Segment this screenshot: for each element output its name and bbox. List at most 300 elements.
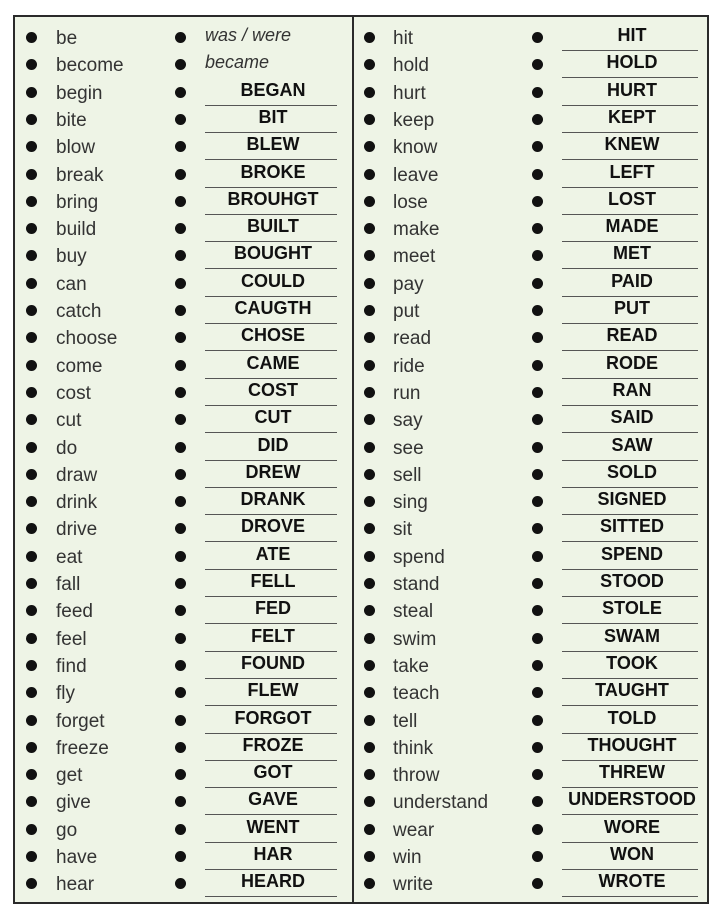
past-tense-answer: FLEW [247, 680, 299, 701]
verb-row [354, 352, 709, 381]
bullet-icon [26, 742, 37, 753]
answer-line [205, 514, 337, 515]
past-tense-answer: THOUGHT [587, 734, 677, 755]
past-tense-answer: CAME [246, 352, 300, 373]
base-verb: swim [393, 628, 437, 650]
bullet-icon [364, 32, 375, 43]
bullet-icon [532, 414, 543, 425]
past-tense-answer: FROZE [242, 734, 304, 755]
past-tense-example: was / were [205, 25, 292, 45]
past-tense-answer: HURT [607, 79, 657, 100]
bullet-icon [26, 878, 37, 889]
answer-line [205, 569, 337, 570]
bullet-icon [175, 687, 186, 698]
verb-row [15, 79, 352, 108]
base-verb: freeze [56, 737, 109, 759]
answer-line [205, 596, 337, 597]
answer-line [205, 705, 337, 706]
past-tense-answer: SPEND [600, 543, 663, 564]
verb-row [354, 327, 709, 353]
answer-line [562, 159, 698, 160]
bullet-icon [364, 360, 375, 371]
base-verb: catch [56, 301, 102, 322]
past-tense-answer: BROUHGT [227, 188, 319, 209]
bullet-icon [364, 469, 375, 480]
verb-row [15, 682, 352, 708]
bullet-icon [175, 715, 186, 726]
verb-row [15, 300, 352, 326]
bullet-icon [26, 824, 37, 835]
verb-row [15, 764, 352, 790]
past-tense-answer: WORE [604, 816, 660, 837]
verb-row [15, 245, 352, 271]
verb-row [354, 764, 709, 790]
bullet-icon [364, 523, 375, 534]
bullet-icon [532, 32, 543, 43]
bullet-icon [532, 469, 543, 480]
answer-line [562, 596, 698, 597]
bullet-icon [364, 851, 375, 862]
bullet-icon [26, 551, 37, 562]
base-verb: see [393, 437, 424, 459]
answer-line [562, 323, 698, 324]
bullet-icon [532, 769, 543, 780]
bullet-icon [364, 387, 375, 398]
answer-line [205, 541, 337, 542]
verb-row [354, 188, 709, 217]
bullet-icon [26, 469, 37, 480]
past-tense-answer: HEARD [240, 871, 305, 892]
past-tense-answer: TOOK [606, 652, 658, 673]
verb-row [354, 434, 709, 463]
answer-line [205, 405, 337, 406]
answer-line [562, 569, 698, 570]
base-verb: wear [393, 819, 435, 841]
answer-line [205, 214, 337, 215]
past-tense-answer: BROKE [240, 161, 306, 182]
bullet-icon [26, 223, 37, 234]
bullet-icon [26, 87, 37, 98]
answer-line [562, 378, 698, 379]
base-verb: hit [393, 28, 414, 49]
past-tense-answer: WON [610, 844, 654, 864]
bullet-icon [175, 278, 186, 289]
answer-line [562, 350, 698, 351]
verb-row [15, 188, 352, 217]
base-verb: put [393, 301, 420, 322]
past-tense-answer: KNEW [604, 134, 660, 155]
base-verb: forget [56, 710, 105, 732]
bullet-icon [26, 169, 37, 180]
past-tense-answer: TOLD [607, 707, 657, 728]
verb-row [354, 106, 709, 135]
base-verb: feel [56, 628, 87, 650]
bullet-icon [175, 387, 186, 398]
past-tense-answer: BLEW [246, 134, 300, 155]
verb-row [15, 600, 352, 626]
answer-line [562, 432, 698, 433]
left-verb-column [15, 17, 352, 902]
verb-row [15, 379, 352, 408]
base-verb: fall [56, 574, 81, 595]
past-tense-answer: UNDERSTOOD [568, 789, 696, 810]
verb-row [15, 652, 352, 681]
past-tense-answer: SAW [611, 434, 653, 455]
answer-line [205, 350, 337, 351]
base-verb: draw [56, 464, 98, 486]
verb-row [354, 600, 709, 626]
verb-row [354, 491, 709, 517]
verb-row [15, 270, 352, 299]
bullet-icon [532, 141, 543, 152]
base-verb: can [56, 273, 87, 295]
base-verb: spend [393, 546, 445, 568]
bullet-icon [26, 660, 37, 671]
bullet-icon [175, 578, 186, 589]
verb-row [15, 707, 352, 736]
bullet-icon [175, 305, 186, 316]
answer-line [205, 159, 337, 160]
bullet-icon [364, 878, 375, 889]
past-tense-answer: CUT [254, 407, 292, 428]
past-tense-answer: DID [257, 434, 289, 455]
verb-row [354, 734, 709, 763]
base-verb: tell [393, 710, 418, 732]
bullet-icon [532, 551, 543, 562]
bullet-icon [364, 114, 375, 125]
bullet-icon [175, 32, 186, 43]
answer-line [562, 132, 698, 133]
answer-line [562, 214, 698, 215]
answer-line [205, 678, 337, 679]
bullet-icon [364, 250, 375, 261]
answer-line [562, 623, 698, 624]
past-tense-answer: LEFT [609, 161, 655, 182]
answer-line [562, 678, 698, 679]
base-verb: know [393, 137, 438, 159]
bullet-icon [364, 169, 375, 180]
bullet-icon [364, 605, 375, 616]
bullet-icon [175, 660, 186, 671]
bullet-icon [26, 278, 37, 289]
base-verb: begin [56, 82, 103, 104]
bullet-icon [26, 496, 37, 507]
bullet-icon [175, 87, 186, 98]
answer-line [562, 760, 698, 761]
bullet-icon [364, 223, 375, 234]
base-verb: lose [393, 191, 428, 213]
base-verb: hear [56, 874, 95, 896]
base-verb: be [56, 28, 78, 49]
answer-line [562, 514, 698, 515]
bullet-icon [26, 578, 37, 589]
answer-line [562, 896, 698, 897]
past-tense-answer: HOLD [606, 52, 658, 73]
past-tense-answer: COULD [241, 270, 305, 291]
base-verb: understand [393, 792, 489, 814]
bullet-icon [532, 250, 543, 261]
answer-line [562, 268, 698, 269]
answer-line [205, 623, 337, 624]
bullet-icon [26, 32, 37, 43]
past-tense-answer: BUILT [247, 216, 299, 237]
bullet-icon [26, 305, 37, 316]
bullet-icon [364, 59, 375, 70]
bullet-icon [532, 851, 543, 862]
bullet-icon [26, 414, 37, 425]
past-tense-answer: FOUND [241, 652, 305, 673]
bullet-icon [532, 278, 543, 289]
bullet-icon [26, 523, 37, 534]
bullet-icon [26, 332, 37, 343]
base-verb: get [56, 765, 83, 787]
verb-row [15, 352, 352, 381]
base-verb: break [56, 164, 104, 186]
bullet-icon [532, 523, 543, 534]
answer-line [562, 541, 698, 542]
past-tense-answer: FED [255, 598, 291, 619]
answer-line [562, 296, 698, 297]
bullet-icon [532, 633, 543, 644]
bullet-icon [175, 114, 186, 125]
base-verb: go [56, 819, 78, 841]
base-verb: leave [393, 164, 439, 186]
answer-line [205, 651, 337, 652]
verb-row [15, 54, 352, 80]
verb-row [15, 106, 352, 135]
base-verb: bring [56, 191, 99, 213]
base-verb: steal [393, 601, 434, 623]
past-tense-example: became [205, 52, 270, 73]
past-tense-answer: SAID [610, 407, 654, 428]
bullet-icon [26, 141, 37, 152]
past-tense-answer: WROTE [598, 871, 666, 892]
answer-line [205, 323, 337, 324]
verb-row [354, 682, 709, 708]
bullet-icon [532, 169, 543, 180]
base-verb: say [393, 410, 423, 432]
base-verb: make [393, 219, 440, 241]
answer-line [205, 760, 337, 761]
verb-row [354, 27, 709, 53]
past-tense-answer: STOOD [600, 571, 664, 591]
verb-row [354, 218, 709, 244]
bullet-icon [364, 551, 375, 562]
verb-row [354, 54, 709, 80]
bullet-icon [364, 332, 375, 343]
base-verb: choose [56, 328, 118, 350]
past-tense-answer: SOLD [606, 461, 657, 482]
base-verb: drink [56, 492, 98, 514]
base-verb: think [393, 737, 434, 759]
bullet-icon [175, 523, 186, 534]
base-verb: eat [56, 546, 83, 568]
past-tense-answer: GOT [253, 762, 293, 783]
answer-line [562, 869, 698, 870]
past-tense-answer: KEPT [607, 106, 656, 127]
verb-row [15, 846, 352, 872]
answer-line [562, 651, 698, 652]
bullet-icon [364, 742, 375, 753]
verb-row [15, 27, 352, 53]
base-verb: read [393, 328, 432, 350]
base-verb: drive [56, 519, 98, 541]
past-tense-answer: PAID [611, 270, 653, 291]
bullet-icon [532, 605, 543, 616]
bullet-icon [26, 605, 37, 616]
verb-row [15, 327, 352, 353]
bullet-icon [532, 360, 543, 371]
bullet-icon [532, 196, 543, 207]
past-tense-answer: LOST [608, 188, 656, 209]
past-tense-answer: BOUGHT [234, 243, 312, 264]
bullet-icon [532, 59, 543, 70]
base-verb: hurt [393, 82, 426, 104]
verb-row [354, 409, 709, 435]
answer-line [562, 105, 698, 106]
past-tense-answer: PUT [614, 298, 650, 318]
verb-row [354, 652, 709, 681]
bullet-icon [175, 496, 186, 507]
bullet-icon [26, 769, 37, 780]
bullet-icon [175, 169, 186, 180]
verb-row [15, 136, 352, 162]
bullet-icon [26, 360, 37, 371]
verb-row [354, 518, 709, 544]
bullet-icon [175, 442, 186, 453]
bullet-icon [175, 551, 186, 562]
past-tense-answer: BEGAN [240, 79, 306, 100]
bullet-icon [175, 824, 186, 835]
bullet-icon [364, 687, 375, 698]
past-tense-answer: RODE [605, 352, 658, 373]
verb-row [354, 816, 709, 845]
bullet-icon [532, 332, 543, 343]
answer-line [562, 787, 698, 788]
bullet-icon [175, 796, 186, 807]
past-tense-answer: RAN [612, 379, 652, 400]
base-verb: build [56, 219, 97, 241]
bullet-icon [175, 360, 186, 371]
verb-row [354, 136, 709, 162]
past-tense-answer: STOLE [602, 598, 662, 619]
past-tense-answer: DRANK [240, 489, 306, 510]
past-tense-answer: CHOSE [240, 325, 305, 346]
base-verb: pay [393, 273, 424, 295]
base-verb: write [393, 874, 434, 896]
past-tense-answer: ATE [255, 543, 291, 564]
bullet-icon [364, 715, 375, 726]
verb-row [15, 218, 352, 244]
base-verb: take [393, 655, 429, 677]
verb-row [354, 79, 709, 108]
base-verb: sing [393, 492, 428, 514]
verb-row [354, 245, 709, 271]
past-tense-answer: MADE [605, 216, 659, 237]
past-tense-answer: SWAM [604, 625, 660, 646]
past-tense-answer: DREW [245, 461, 301, 482]
answer-line [562, 733, 698, 734]
base-verb: feed [56, 601, 93, 623]
bullet-icon [364, 633, 375, 644]
answer-line [205, 432, 337, 433]
base-verb: do [56, 437, 78, 459]
verb-row [354, 461, 709, 490]
bullet-icon [26, 250, 37, 261]
past-tense-answer: SIGNED [597, 489, 667, 510]
verb-row [15, 816, 352, 845]
bullet-icon [175, 141, 186, 152]
bullet-icon [26, 442, 37, 453]
answer-line [205, 896, 337, 897]
base-verb: come [56, 355, 103, 377]
answer-line [562, 842, 698, 843]
base-verb: sell [393, 464, 422, 486]
bullet-icon [175, 851, 186, 862]
answer-line [562, 405, 698, 406]
base-verb: become [56, 55, 124, 77]
answer-line [562, 460, 698, 461]
bullet-icon [26, 796, 37, 807]
verb-row [15, 434, 352, 463]
base-verb: keep [393, 109, 435, 131]
verb-row [354, 707, 709, 736]
bullet-icon [364, 278, 375, 289]
bullet-icon [532, 742, 543, 753]
bullet-icon [26, 59, 37, 70]
bullet-icon [532, 223, 543, 234]
base-verb: throw [393, 765, 440, 787]
bullet-icon [175, 223, 186, 234]
answer-line [562, 814, 698, 815]
verb-row [15, 161, 352, 190]
bullet-icon [532, 305, 543, 316]
past-tense-answer: FELL [250, 571, 296, 591]
answer-line [205, 487, 337, 488]
base-verb: buy [56, 246, 87, 268]
answer-line [205, 842, 337, 843]
verb-row [354, 625, 709, 654]
bullet-icon [532, 715, 543, 726]
bullet-icon [175, 196, 186, 207]
bullet-icon [364, 196, 375, 207]
verb-row [15, 625, 352, 654]
bullet-icon [532, 496, 543, 507]
verb-row [15, 518, 352, 544]
verb-row [15, 734, 352, 763]
bullet-icon [364, 442, 375, 453]
answer-line [205, 187, 337, 188]
verb-worksheet [13, 15, 709, 904]
verb-row [354, 270, 709, 299]
answer-line [562, 241, 698, 242]
right-verb-column [354, 17, 709, 902]
verb-row [15, 873, 352, 899]
bullet-icon [364, 305, 375, 316]
verb-row [15, 461, 352, 490]
answer-line [562, 487, 698, 488]
base-verb: find [56, 655, 87, 677]
bullet-icon [532, 796, 543, 807]
base-verb: win [393, 847, 422, 868]
bullet-icon [532, 87, 543, 98]
verb-row [15, 491, 352, 517]
past-tense-answer: HIT [617, 25, 647, 45]
bullet-icon [364, 824, 375, 835]
bullet-icon [364, 414, 375, 425]
bullet-icon [532, 824, 543, 835]
bullet-icon [532, 878, 543, 889]
